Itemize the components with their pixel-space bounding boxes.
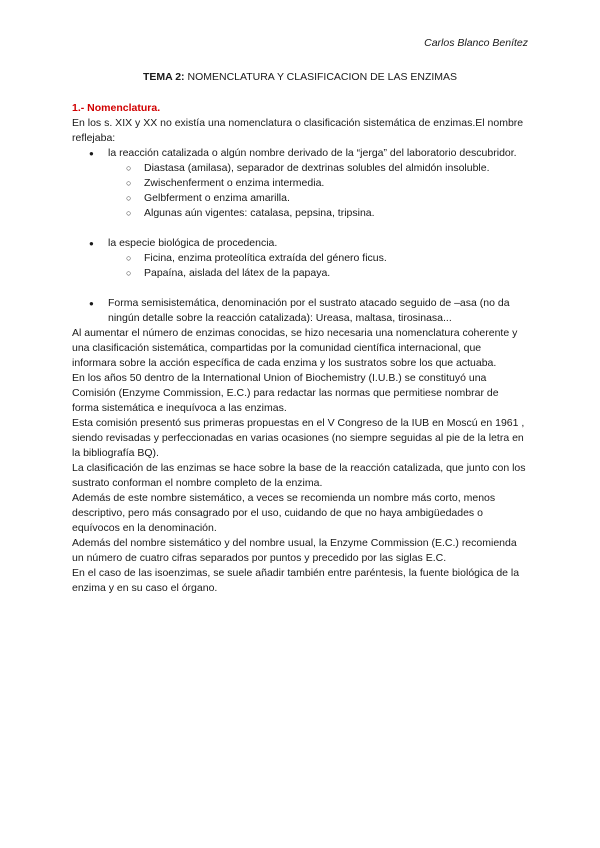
- bullet-text: la especie biológica de procedencia.: [108, 237, 278, 249]
- body-paragraph: En los años 50 dentro de la International Union of Biochemistry (I.U.B.) se constituyó una Comisión (Enzyme Commission, E.C.) para redactar las normas que permitiese nombrar de forma sistemática e inequívoca a las enzimas.: [72, 372, 499, 414]
- intro-paragraph: En los s. XIX y XX no existía una nomenclatura o clasificación sistemática de enzimas.El nombre reflejaba:: [72, 117, 524, 144]
- body-paragraph: Además del nombre sistemático y del nombre usual, la Enzyme Commission (E.C.) recomienda un número de cuatro cifras separados por puntos y precedido por las siglas E.C.: [72, 537, 517, 564]
- bullet-item: [72, 296, 528, 326]
- author-name: Carlos Blanco Benítez: [424, 37, 528, 49]
- sub-bullet-item: ○ Gelbferment o enzima amarilla.: [108, 191, 528, 206]
- sub-bullet-item: ○ Zwischenferment o enzima intermedia.: [108, 176, 528, 191]
- bullet-text: Forma semisistemática, denominación por el sustrato atacado seguido de –asa (no da ningún detalle sobre la reacción catalizada): Ureasa, maltasa, tirosinasa...: [108, 297, 510, 324]
- body-paragraph: Además de este nombre sistemático, a veces se recomienda un nombre más corto, menos descriptivo, pero más consagrado por el uso, cuidando de que no haya ambigüedades o equívocos en la denominación.: [72, 492, 496, 534]
- sub-bullet-item: ○ Papaína, aislada del látex de la papaya.: [108, 266, 528, 281]
- sub-bullet-item: ○ Algunas aún vigentes: catalasa, pepsina, tripsina.: [108, 206, 528, 221]
- body-paragraph: Al aumentar el número de enzimas conocidas, se hizo necesaria una nomenclatura coherente y una clasificación sistemática, compartidas por la comunidad científica internacional, que informara sobre la acción específica de cada enzima y los sustratos sobre los que actuaba.: [72, 327, 518, 369]
- title-prefix: TEMA 2:: [142, 71, 185, 83]
- document-body: [72, 101, 528, 596]
- bullet-text: la reacción catalizada o algún nombre derivado de la “jerga” del laboratorio descubridor.: [108, 147, 517, 159]
- sub-bullet-item: ○ Diastasa (amilasa), separador de dextrinas solubles del almidón insoluble.: [108, 161, 528, 176]
- body-paragraph: La clasificación de las enzimas se hace sobre la base de la reacción catalizada, que junto con los sustrato conforman el nombre completo de la enzima.: [72, 462, 526, 489]
- bullet-item: [72, 236, 528, 281]
- document-title: [0, 71, 600, 83]
- body-paragraph: Esta comisión presentó sus primeras propuestas en el V Congreso de la IUB en Moscú en 1961 , siendo revisadas y perfeccionadas en varias ocasiones (no siempre seguidas al pie de la letra en la bibliografía BQ).: [72, 417, 525, 459]
- sub-bullet-list: [108, 251, 528, 281]
- sub-bullet-item: ○ Ficina, enzima proteolítica extraída del género ficus.: [108, 251, 528, 266]
- bullet-list: [72, 146, 528, 326]
- body-paragraph: En el caso de las isoenzimas, se suele añadir también entre paréntesis, la fuente biológica de la enzima y en su caso el órgano.: [72, 567, 520, 594]
- sub-bullet-list: [108, 161, 528, 221]
- title-text: NOMENCLATURA Y CLASIFICACION DE LAS ENZIMAS: [184, 71, 458, 83]
- bullet-item: [72, 146, 528, 221]
- section-heading: 1.- Nomenclatura.: [72, 102, 161, 114]
